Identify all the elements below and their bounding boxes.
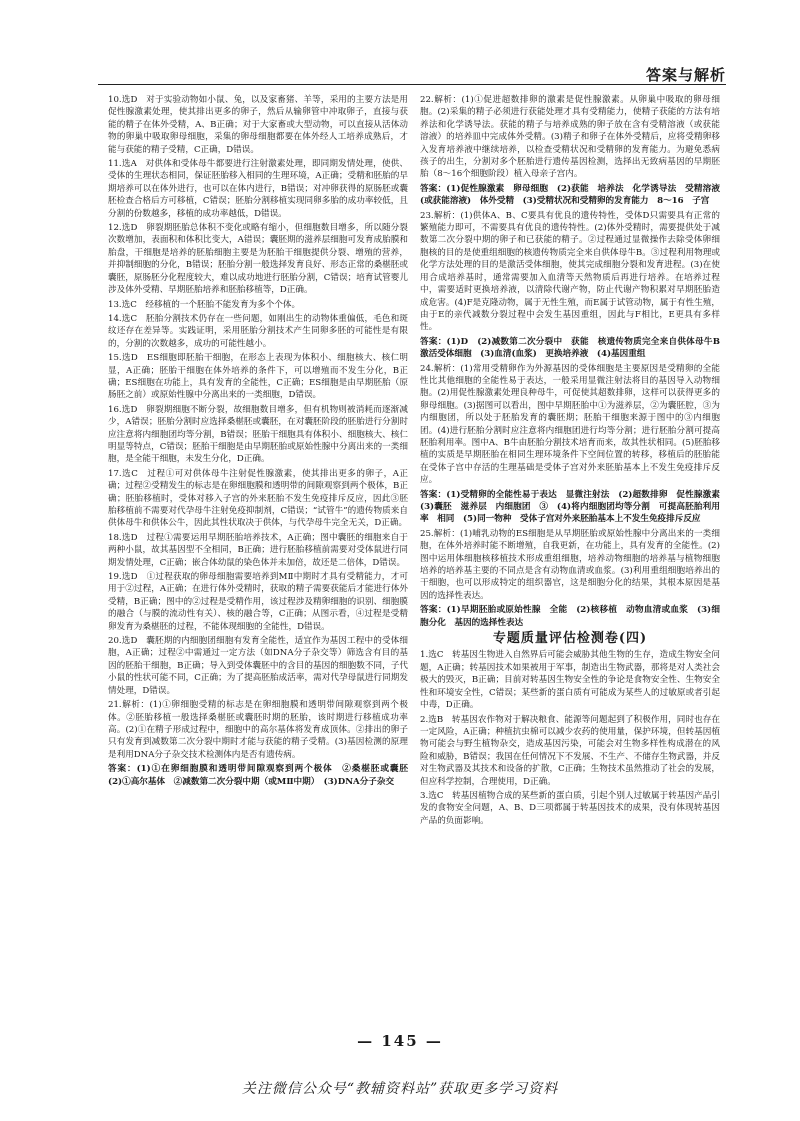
answer-item-14: 14.选C 胚胎分割技术仍存在一些问题，如刚出生的动物体重偏低，毛色和斑纹还存在差异等。实践证明，采用胚胎分割技术产生同卵多胚的可能性是有限的，分割的次数越多，成功的可能性越小。 xyxy=(108,313,408,349)
section-title: 专题质量评估检测卷(四) xyxy=(492,631,648,647)
header-title: 答案与解析 xyxy=(645,66,726,84)
answer-item-24-analysis: 24.解析：(1)常用受精卵作为外源基因的受体细胞是主要原因是受精卵的全能性比其他细胞的全能性易于表达，一般采用显微注射法将目的基因导入动物细胞。(2)用促性腺激素处理良种母牛，可促使其超数排卵，这样可以获得更多的卵母细胞。(3)据图可以看出，图中早期胚胎中①为滋养层，②为囊胚腔，③为内细胞团，所以处于胚胎发育的囊胚期；胚胎干细胞来源于图中的③内细胞团。(4)进行胚胎分割时应注意将内细胞团进行均等分割；进行胚胎分割可提高胚胎利用率。图中A、B牛由胚胎分割技术培育而来，故其性状相同。(5)胚胎移植的实质是早期胚胎在相同生理环境条件下空间位置的转移，移植后的胚胎能在受体子宫中存活的生理基础是受体子宫对外来胚胎基本上不发生免疫排斥反应。 xyxy=(420,363,720,486)
answer-item-12: 12.选D 卵裂期胚胎总体积不变化或略有缩小，但细胞数目增多，所以随分裂次数增加，表面积和体积比变大，A错误；囊胚期的滋养层细胞可发育成胎膜和胎盘，干细胞是培养的胚胎细胞主要是为胚胎干细胞提供分裂、增殖的营养，并抑制细胞的分化，B错误；胚胎分割一般选择发育良好、形态正常的桑椹胚或囊胚，原肠胚分化程度较大，难以成功地进行胚胎分割，C错误；培育试管婴儿涉及体外受精、早期胚胎培养和胚胎移植等，D正确。 xyxy=(108,223,408,296)
right-column xyxy=(420,94,729,829)
answer-item-11: 11.选A 对供体和受体母牛都要进行注射激素处理，即同期发情处理，使供、受体的生理状态相同，保证胚胎移入相同的生理环境，A正确；受精和胚胎的早期培养可以在体外进行，也可以在体内进行，B错误；对冲卵获得的原肠胚或囊胚检查合格后方可移植，C错误；胚胎分割移植实现同卵多胎的成功率较低，且分割的份数越多，移植的成功率越低，D错误。 xyxy=(108,159,408,219)
answer-item-19: 19.选D ①过程获取的卵母细胞需要培养到MⅡ中期时才具有受精能力，才可用于②过程，A正确；在进行体外受精时，获取的精子需要获能后才能进行体外受精，B正确；图中的②过程是受精作用，该过程涉及精卵细胞的识别、细胞膜的融合（与膜的流动性有关）、核的融合等，C正确；从图示看，④过程是受精卵发育为桑椹胚的过程，不能体现细胞的全能性，D错误。 xyxy=(108,572,408,632)
answer-item-13: 13.选C 经移植的一个胚胎不能发育为多个个体。 xyxy=(108,299,301,310)
section-item-1: 1.选C 转基因生物进入自然界后可能会威胁其他生物的生存，造成生物安全问题，A正确；转基因技术如果被用于军事，制造出生物武器，那将是对人类社会极大的毁灭，B正确；目前对转基因生物安全性的争论是食物安全性、生物安全性和环境安全性，C错误；某些新的蛋白质有可能成为某些人的过敏原或者引起中毒，D正确。 xyxy=(420,650,720,711)
answer-item-25-analysis: 25.解析：(1)哺乳动物的ES细胞是从早期胚胎或原始性腺中分离出来的一类细胞，在体外培养时能不断增殖，自我更新，在功能上，具有发育的全能性。(2)图中运用体细胞核移植技术形成重组细胞，培养动物细胞的培养基与植物细胞培养的培养基主要的不同点是含有动物血清或血浆。(3)利用重组细胞培养出的干细胞，也可以形成特定的组织器官，这是细胞分化的结果，其根本原因是基因的选择性表达。 xyxy=(420,528,720,601)
page-number: — 145 — xyxy=(357,1032,443,1050)
answer-item-18: 18.选D 过程①需要运用早期胚胎培养技术，A正确；图中囊胚的细胞来自于两种小鼠，故其基因型不全相同，B正确；进行胚胎移植前需要对受体鼠进行同期发情处理，C正确；嵌合体幼鼠的染色体并未加倍，故还是二倍体，D错误。 xyxy=(108,532,408,568)
answer-item-23-analysis: 23.解析：(1)供体A、B、C要具有优良的遗传特性，受体D只需要具有正常的繁殖能力即可，不需要具有优良的遗传特性。(2)体外受精时，需要提供处于减数第二次分裂中期的卵子和已获能的精子。②过程通过显微操作去除受体卵细胞核的目的是使重组细胞的核遗传物质完全来自供体母牛B。③过程利用物理或化学方法处理的目的是激活受体细胞，使其完成细胞分裂和发育进程。(3)在使用合成培养基时，通常需要加入血清等天然物质后再进行培养。在培养过程中，需要适时更换培养液，以清除代谢产物，防止代谢产物积累对早期胚胎造成危害。(4)F是克隆动物，属于无性生殖，而E属于试管动物，属于有性生殖，由于E的亲代减数分裂过程中会发生基因重组，因此与F相比，E更具有多样性。 xyxy=(420,210,720,333)
answer-item-17: 17.选C 过程①可对供体母牛注射促性腺激素，使其排出更多的卵子，A正确；过程②受精发生的标志是在卵细胞膜和透明带的间隙观察到两个极体，B正确；胚胎移植时，受体对移入子宫的外来胚胎不发生免疫排斥反应，因此③胚胎移植前不需要对代孕母牛注射免疫抑制剂，C错误；“试管牛”的遗传物质来自供体母牛和供体公牛，因此其性状取决于供体，与代孕母牛完全无关，D正确。 xyxy=(108,468,408,529)
answer-item-23-answer: 答案：(1)D (2)减数第二次分裂中 获能 核遗传物质完全来自供体母牛B 激活受体细胞 (3)血清(血浆) 更换培养液 (4)基因重组 xyxy=(420,336,729,360)
answer-item-24-answer: 答案：(1)受精卵的全能性易于表达 显微注射法 (2)超数排卵 促性腺激素 (3)囊胚 滋养层 内细胞团 ③ (4)将内细胞团均等分割 可提高胚胎利用率 相同 (5)同一物种 受体子宫对外来胚胎基本上不发生免疫排斥反应 xyxy=(420,489,729,525)
section-item-3: 3.选C 转基因植物合成的某些新的蛋白质，引起个别人过敏属于转基因产品引发的食物安全问题，A、B、D三项都属于转基因技术的成果，没有体现转基因产品的负面影响。 xyxy=(420,790,720,826)
answer-item-21-analysis: 21.解析：(1)①卵细胞受精的标志是在卵细胞膜和透明带间隙观察到两个极体。②胚胎移植一般选择桑椹胚或囊胚时期的胚胎，该时期进行移植成功率高。(2)①在精子形成过程中，细胞中的高尔基体将发育成顶体。②排出的卵子只有发育到减数第二次分裂中期时才能与获能的精子受精。(3)基因检测的原理是利用DNA分子杂交技术检测体内是否有遗传病。 xyxy=(108,700,408,760)
answer-item-22-answer: 答案：(1)促性腺激素 卵母细胞 (2)获能 培养法 化学诱导法 受精溶液(或获能溶液) 体外受精 (3)受精状况和受精卵的发育能力 8～16 子宫 xyxy=(420,183,720,207)
answer-item-22-analysis: 22.解析：(1)①促进超数排卵的激素是促性腺激素。从卵巢中吸取的卵母细胞。(2)采集的精子必须进行获能处理才具有受精能力，使精子获能的方法有培养法和化学诱导法。获能的精子与培养成熟的卵子放在含有受精溶液（或获能溶液）的培养皿中完成体外受精。(3)精子和卵子在体外受精后，应将受精卵移入发育培养液中继续培养，以检查受精状况和受精卵的发育能力。为避免悉病孩子的出生，分割对多个胚胎进行遗传基因检测，选择出无致病基因的早期胚胎（8～16个细胞阶段）植入母亲子宫内。 xyxy=(420,95,720,180)
header-rule xyxy=(98,84,726,85)
left-column xyxy=(108,94,417,790)
section-item-2: 2.选B 转基因农作物对于解决粮食、能源等问题起到了积极作用，同时也存在一定风险，A正确；种植抗虫棉可以减少农药的使用量，保护环境，但转基因植物可能会与野生植物杂交，造成基因污染，可能会对生物多样性构成潜在的风险和威胁，B错误；我国在任何情况下不发展、不生产、不储存生物武器，并反对生物武器及其技术和设备的扩散，C正确；生物技术虽然推动了社会的发展，但应科学控制，合理使用，D正确。 xyxy=(420,714,720,787)
footer-note: 关注微信公众号“教辅资料站”获取更多学习资料 xyxy=(241,1081,559,1097)
answer-item-21-answer: 答案：(1)①在卵细胞膜和透明带间隙观察到两个极体 ②桑椹胚或囊胚 (2)①高尔基体 ②减数第二次分裂中期（或MⅡ中期） (3)DNA分子杂交 xyxy=(108,764,417,787)
answer-item-25-answer: 答案：(1)早期胚胎或原始性腺 全能 (2)核移植 动物血清或血浆 (3)细胞分化 基因的选择性表达 xyxy=(420,605,720,628)
answer-item-20: 20.选D 囊胚期的内细胞团细胞有发育全能性，适宜作为基因工程中的受体细胞，A正确；过程②中需通过一定方法（如DNA分子杂交等）筛选含有目的基因的胚胎干细胞，B正确；导入到受体囊胚中的含目的基因的细胞数不同，子代小鼠的性状可能不同，C正确；为了提高胚胎成活率，需对代孕母鼠进行同期发情处理，D错误。 xyxy=(108,636,408,696)
answer-item-15: 15.选D ES细胞即胚胎干细胞，在形态上表现为体积小、细胞核大、核仁明显，A正确；胚胎干细胞在体外培养的条件下，可以增殖而不发生分化，B正确；ES细胞在功能上，具有发育的全能性，C正确；ES细胞是由早期胚胎（原肠胚之前）或原始性腺中分离出来的一类细胞，D错误。 xyxy=(108,353,408,401)
answer-item-16: 16.选D 卵裂期细胞不断分裂，故细胞数目增多，但有机物则被消耗而逐渐减少，A错误；胚胎分割时应选择桑椹胚或囊胚，在对囊胚阶段的胚胎进行分割时应注意将内细胞团均等分割，B错误；胚胎干细胞具有体积小、细胞核大、核仁明显等特点，C错误；胚胎干细胞是由早期胚胎或原始性腺中分离出来的一类细胞，是全能干细胞，未发生分化，D正确。 xyxy=(108,404,408,465)
answer-item-10: 10.选D 对于实验动物如小鼠、兔，以及家畜猪、羊等，采用的主要方法是用促性腺激素处理，使其排出更多的卵子，然后从输卵管中冲取卵子，直接与获能的精子在体外受精，A、B正确；对于大家畜或大型动物，可以直接从活体动物的卵巢中吸取卵母细胞，采集的卵母细胞都要在体外经人工培养成熟后，才能与获能的精子受精，C正确，D错误。 xyxy=(108,95,408,155)
